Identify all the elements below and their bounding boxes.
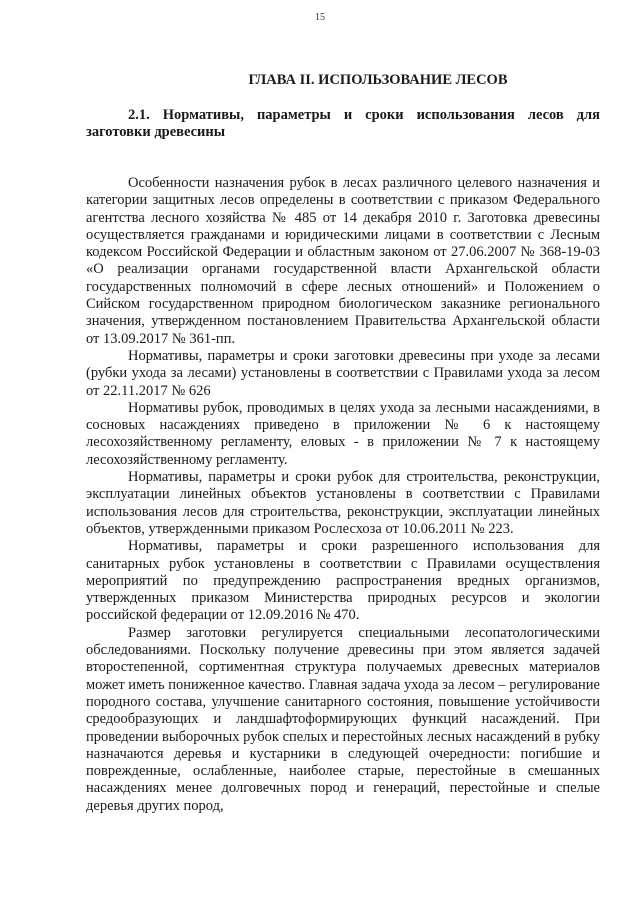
paragraph: Особенности назначения рубок в лесах различного целевого назначения и категории защитных лесов определены в соответствии с приказом Федерального агентства лесного хозяйства № 485 от 14 декабря 2010 г. Заготовка древесины осуществляется гражданами и юридическими лицами в соответствии с Лесным кодексом Российской Федерации и областным законом от 27.06.2007 № 368-19-03 «О реализации органами государственной власти Архангельской области государственных полномочий в сфере лесных отношений» и Положением о Сийском государственном природном биологическом заказнике регионального значения, утвержденном постановлением Правительства Архангельской области от 13.09.2017 № 361-пп.	[86, 175, 600, 347]
paragraph: Размер заготовки регулируется специальными лесопатологическими обследованиями. Поскольку получение древесины при этом является задачей второстепенной, сортиментная структура получаемых древесных материалов может иметь пониженное качество. Главная задача ухода за лесом – регулирование породного состава, улучшение санитарного состояния, повышение устойчивости средообразующих и ландшафтоформирующих функций насаждений. При проведении выборочных рубок спелых и перестойных лесных насаждений в рубку назначаются деревья и кустарники в следующей очередности: погибшие и поврежденные, ослабленные, наиболее старые, перестойные в смешанных насаждениях менее долговечных пород и генераций, перестойные и спелые деревья других пород,	[86, 624, 600, 814]
section-title: 2.1. Нормативы, параметры и сроки использования лесов для заготовки древесины	[86, 107, 600, 140]
paragraph: Нормативы рубок, проводимых в целях ухода за лесными насаждениями, в сосновых насаждениях приведено в приложении № 6 к настоящему лесохозяйственному регламенту, еловых - в приложении № 7 к настоящему лесохозяйственному регламенту.	[86, 399, 600, 468]
chapter-title: ГЛАВА II. ИСПОЛЬЗОВАНИЕ ЛЕСОВ	[248, 72, 508, 88]
page-number: 15	[315, 12, 325, 23]
body-text	[86, 175, 600, 815]
paragraph: Нормативы, параметры и сроки заготовки древесины при уходе за лесами (рубки ухода за лесами) установлены в соответствии с Правилами ухода за лесом от 22.11.2017 № 626	[86, 347, 600, 399]
paragraph: Нормативы, параметры и сроки рубок для строительства, реконструкции, эксплуатации линейных объектов установлены в соответствии с Правилами использования лесов для строительства, реконструкции, эксплуатации линейных объектов, утвержденными приказом Рослесхоза от 10.06.2011 № 223.	[86, 469, 600, 537]
paragraph: Нормативы, параметры и сроки разрешенного использования для санитарных рубок установлены в соответствии с Правилами осуществления мероприятий по предупреждению распространения вредных организмов, утвержденных приказом Министерства природных ресурсов и экологии российской федерации от 12.09.2016 № 470.	[86, 538, 600, 624]
